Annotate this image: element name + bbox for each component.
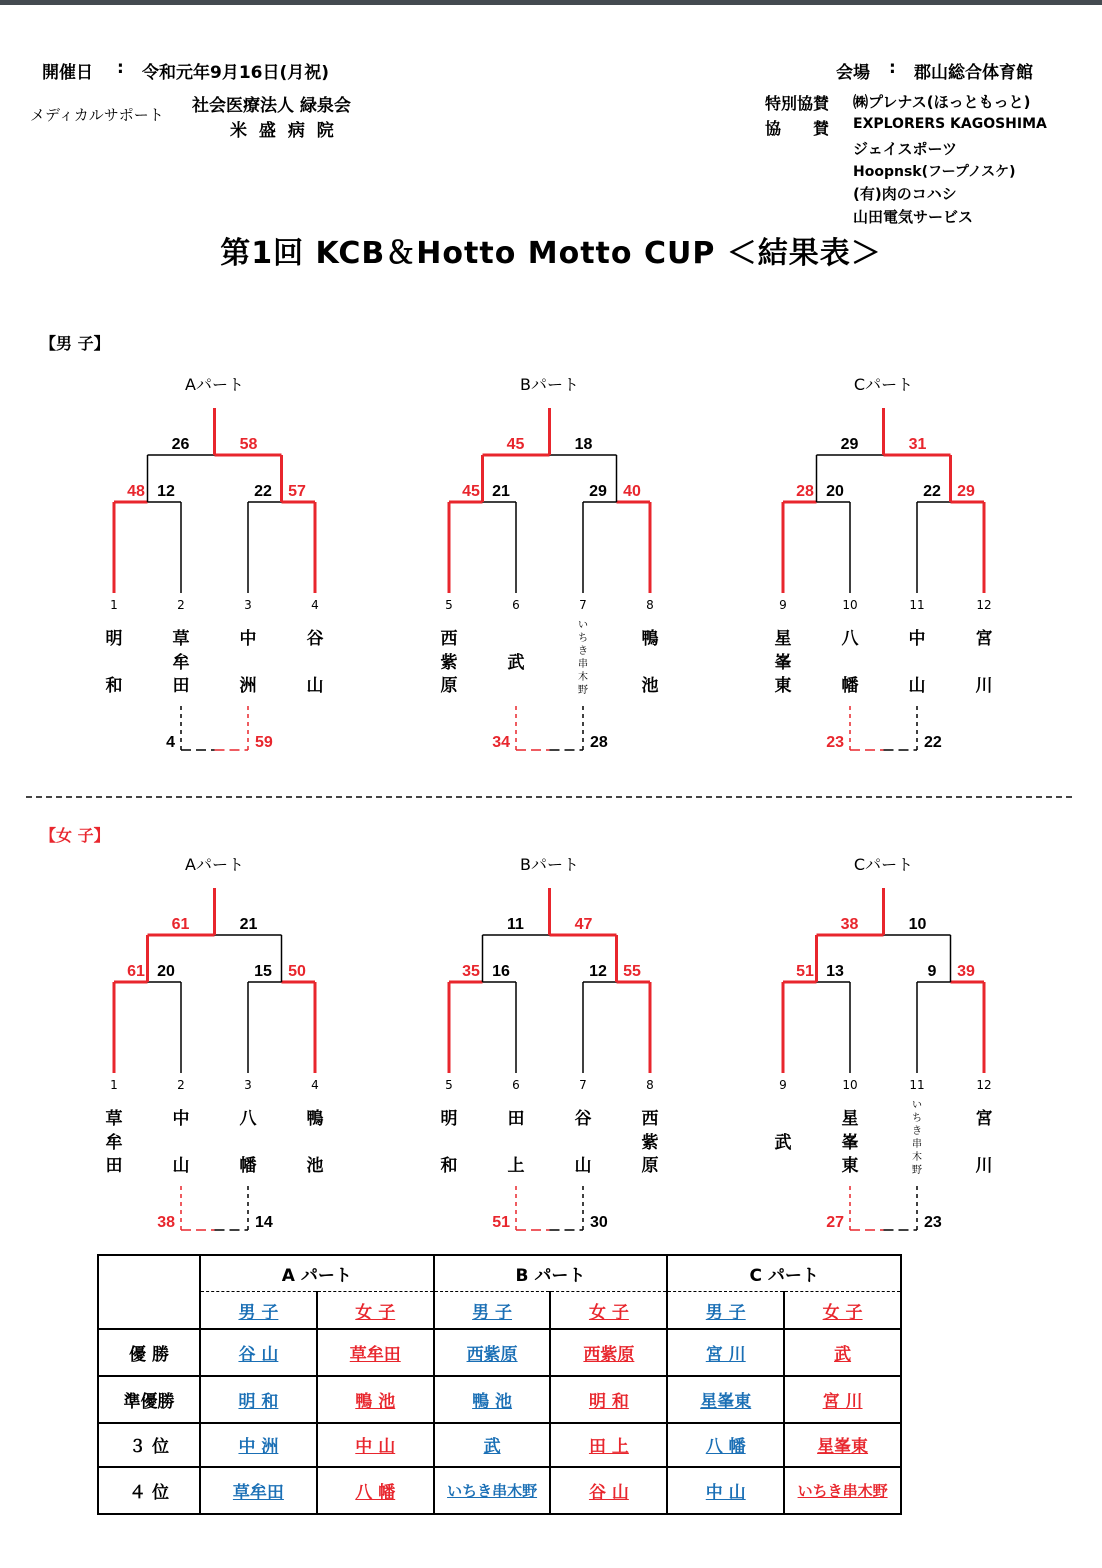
score-label: 47: [574, 916, 593, 933]
part-label: Bパート: [520, 855, 579, 874]
result-cell: 中 山: [705, 1483, 746, 1504]
team-name: 原: [440, 676, 458, 696]
score-label: 21: [492, 483, 510, 500]
medical-name2: 米 盛 病 院: [230, 121, 337, 141]
result-cell: 武: [483, 1437, 501, 1458]
seed-number: 10: [842, 598, 858, 612]
cosponsor-2: ジェイスポーツ: [853, 140, 957, 158]
row-label: ４ 位: [98, 1467, 200, 1514]
team-name: 紫: [440, 653, 458, 673]
team-name: 武: [507, 653, 525, 673]
team-name-vertical: 野: [578, 685, 588, 696]
score-label: 20: [157, 963, 175, 980]
result-cell: いちき串木野: [447, 1482, 538, 1501]
venue-colon: :: [889, 58, 896, 78]
seed-number: 12: [976, 598, 992, 612]
result-cell: 宮 川: [705, 1345, 746, 1365]
score-label: 45: [506, 436, 525, 453]
result-cell: 田 上: [588, 1437, 629, 1458]
seed-number: 3: [244, 1078, 252, 1092]
result-row-fourth: [98, 1467, 901, 1514]
score-label: 29: [840, 436, 859, 453]
team-name-vertical: 串: [578, 659, 588, 670]
score-label: 12: [157, 483, 175, 500]
row-label: ３ 位: [98, 1423, 200, 1468]
result-cell: 谷 山: [588, 1483, 629, 1504]
score-label: 50: [288, 963, 306, 980]
score-label: 45: [462, 483, 480, 500]
score-label: 39: [957, 963, 975, 980]
score-label: 20: [826, 483, 844, 500]
seed-number: 12: [976, 1078, 992, 1092]
score-label: 22: [924, 734, 942, 751]
girls-section-label: 【女 子】: [40, 826, 110, 845]
team-name-vertical: い: [912, 1100, 922, 1111]
result-cell: 鴨 池: [355, 1391, 396, 1412]
team-name: 和: [105, 676, 123, 696]
result-cell: 星峯東: [817, 1437, 869, 1458]
result-cell: 明 和: [238, 1391, 279, 1412]
score-label: 31: [908, 436, 927, 453]
team-name: 武: [774, 1133, 792, 1153]
team-name: 牟: [172, 653, 190, 673]
team-name: 東: [774, 676, 792, 696]
score-label: 13: [826, 963, 844, 980]
results-table: [97, 1254, 902, 1515]
score-label: 10: [908, 916, 927, 933]
part-header-a: A パート: [200, 1255, 434, 1292]
seed-number: 7: [579, 1078, 587, 1092]
result-cell: 中 洲: [238, 1437, 279, 1458]
result-cell: 宮 川: [822, 1391, 863, 1412]
result-cell: 鴨 池: [472, 1391, 513, 1412]
cosponsor-3: Hoopnsk(フープノスケ): [853, 164, 1016, 180]
team-name: 和: [440, 1156, 458, 1176]
team-name: 田: [105, 1156, 123, 1176]
result-cell: いちき串木野: [797, 1482, 888, 1501]
seed-number: 4: [311, 1078, 319, 1092]
team-name: 山: [172, 1156, 190, 1176]
team-name: 幡: [239, 1156, 257, 1176]
part-label: Cパート: [853, 375, 914, 394]
cosponsor-1: EXPLORERS KAGOSHIMA: [853, 116, 1047, 132]
gender-header-a-girls: 女 子: [355, 1302, 396, 1323]
team-name-vertical: き: [912, 1126, 922, 1137]
score-label: 9: [927, 963, 937, 980]
team-name: 幡: [841, 676, 859, 696]
score-label: 59: [255, 734, 273, 751]
score-label: 38: [157, 1214, 175, 1231]
team-name: 田: [172, 676, 190, 696]
result-cell: 草牟田: [232, 1483, 284, 1504]
team-name: 谷: [306, 629, 324, 649]
table-corner: [98, 1255, 200, 1329]
team-name-vertical: き: [578, 646, 588, 657]
team-name: 草: [105, 1109, 123, 1129]
team-name: 峯: [774, 653, 792, 673]
team-name: 山: [908, 676, 926, 696]
date-value: 令和元年9月16日(月祝): [142, 63, 330, 83]
team-name-vertical: 野: [912, 1165, 922, 1176]
seed-number: 9: [779, 1078, 787, 1092]
result-cell: 明 和: [588, 1391, 629, 1412]
score-label: 27: [826, 1214, 844, 1231]
score-label: 18: [574, 436, 593, 453]
score-label: 38: [840, 916, 859, 933]
seed-number: 1: [110, 1078, 118, 1092]
team-name-vertical: 串: [912, 1139, 922, 1150]
team-name: 明: [105, 629, 123, 649]
team-name: 池: [306, 1156, 324, 1176]
team-name: 西: [641, 1109, 659, 1129]
seed-number: 6: [512, 598, 520, 612]
part-label: Aパート: [185, 855, 244, 874]
gender-header-c-boys: 男 子: [705, 1302, 746, 1323]
score-label: 26: [171, 436, 190, 453]
score-label: 35: [462, 963, 480, 980]
score-label: 29: [957, 483, 975, 500]
team-name: 東: [841, 1156, 859, 1176]
team-name: 谷: [574, 1109, 592, 1129]
score-label: 12: [589, 963, 607, 980]
venue-label: 会場: [836, 63, 870, 83]
seed-number: 3: [244, 598, 252, 612]
team-name: 山: [574, 1156, 592, 1176]
seed-number: 5: [445, 1078, 453, 1092]
gender-header-c-girls: 女 子: [822, 1302, 863, 1323]
team-name: 池: [641, 676, 659, 696]
score-label: 57: [288, 483, 306, 500]
team-name-vertical: ち: [912, 1113, 922, 1124]
team-name: 草: [172, 629, 190, 649]
medical-name1: 社会医療法人 緑泉会: [192, 96, 351, 116]
cosponsor-label: 協 賛: [765, 119, 830, 138]
page-title: 第1回 KCB＆Hotto Motto CUP ＜結果表＞: [220, 236, 882, 271]
medical-label: メディカルサポート: [30, 106, 164, 124]
date-label: 開催日: [42, 63, 93, 83]
score-label: 21: [239, 916, 258, 933]
team-name: 八: [841, 629, 859, 649]
team-name: 中: [908, 629, 926, 649]
team-name: 鴨: [306, 1109, 324, 1129]
seed-number: 2: [177, 598, 185, 612]
team-name: 川: [975, 1156, 993, 1176]
result-cell: 武: [834, 1345, 852, 1365]
score-label: 51: [796, 963, 814, 980]
score-label: 23: [826, 734, 844, 751]
result-row-runner-up: [98, 1376, 901, 1423]
team-name: 宮: [975, 629, 993, 649]
score-label: 28: [590, 734, 608, 751]
team-name-vertical: 木: [578, 672, 588, 683]
team-name-vertical: 木: [912, 1152, 922, 1163]
sponsor-label: 特別協賛: [765, 94, 830, 113]
team-name: 原: [641, 1156, 659, 1176]
team-name: 洲: [239, 676, 257, 696]
score-label: 40: [623, 483, 641, 500]
score-label: 4: [166, 734, 175, 751]
result-row-third: [98, 1423, 901, 1468]
score-label: 28: [796, 483, 814, 500]
result-cell: 八 幡: [705, 1437, 746, 1458]
boys-section-label: 【男 子】: [40, 334, 110, 353]
sponsor-value: ㈱プレナス(ほっともっと): [853, 93, 1031, 111]
gender-header-b-boys: 男 子: [472, 1302, 513, 1323]
team-name: 田: [507, 1109, 525, 1129]
gender-header-a-boys: 男 子: [238, 1302, 279, 1323]
row-label: 準優勝: [98, 1376, 200, 1423]
score-label: 61: [171, 916, 190, 933]
score-label: 15: [254, 963, 272, 980]
seed-number: 8: [646, 1078, 654, 1092]
seed-number: 10: [842, 1078, 858, 1092]
part-label: Bパート: [520, 375, 579, 394]
team-name: 宮: [975, 1109, 993, 1129]
result-row-champion: [98, 1329, 901, 1376]
seed-number: 7: [579, 598, 587, 612]
score-label: 29: [589, 483, 607, 500]
seed-number: 1: [110, 598, 118, 612]
seed-number: 11: [909, 598, 925, 612]
date-colon: :: [117, 58, 124, 78]
score-label: 48: [127, 483, 145, 500]
gender-header-b-girls: 女 子: [588, 1302, 629, 1323]
seed-number: 9: [779, 598, 787, 612]
score-label: 51: [492, 1214, 510, 1231]
result-cell: 八 幡: [355, 1483, 396, 1504]
result-cell: 星峯東: [700, 1391, 752, 1412]
score-label: 22: [923, 483, 941, 500]
seed-number: 6: [512, 1078, 520, 1092]
score-label: 22: [254, 483, 272, 500]
seed-number: 5: [445, 598, 453, 612]
team-name: 鴨: [641, 629, 659, 649]
venue-value: 郡山総合体育館: [914, 63, 1033, 83]
score-label: 34: [492, 734, 510, 751]
cosponsor-4: (有)肉のコハシ: [853, 185, 957, 203]
part-header-c: C パート: [667, 1255, 901, 1292]
score-label: 55: [623, 963, 641, 980]
result-cell: 西紫原: [583, 1345, 635, 1365]
team-name: 山: [306, 676, 324, 696]
seed-number: 2: [177, 1078, 185, 1092]
cosponsor-5: 山田電気サービス: [853, 208, 974, 226]
row-label: 優 勝: [98, 1329, 200, 1376]
team-name: 星: [774, 629, 792, 649]
team-name: 峯: [841, 1133, 859, 1153]
team-name: 八: [239, 1109, 257, 1129]
team-name-vertical: い: [578, 620, 588, 631]
result-cell: 草牟田: [349, 1345, 401, 1365]
score-label: 11: [507, 916, 524, 933]
score-label: 14: [255, 1214, 273, 1231]
seed-number: 11: [909, 1078, 925, 1092]
team-name-vertical: ち: [578, 633, 588, 644]
score-label: 30: [590, 1214, 608, 1231]
team-name: 紫: [641, 1133, 659, 1153]
part-label: Cパート: [853, 855, 914, 874]
score-label: 61: [127, 963, 145, 980]
team-name: 川: [975, 676, 993, 696]
score-label: 58: [239, 436, 258, 453]
team-name: 上: [507, 1156, 525, 1176]
result-cell: 西紫原: [466, 1345, 518, 1365]
part-header-b: B パート: [434, 1255, 668, 1292]
team-name: 中: [172, 1109, 190, 1129]
seed-number: 4: [311, 598, 319, 612]
score-label: 16: [492, 963, 510, 980]
part-label: Aパート: [185, 375, 244, 394]
seed-number: 8: [646, 598, 654, 612]
team-name: 牟: [105, 1133, 123, 1153]
team-name: 西: [440, 629, 458, 649]
result-cell: 中 山: [355, 1437, 396, 1458]
result-cell: 谷 山: [238, 1345, 279, 1365]
team-name: 中: [239, 629, 257, 649]
team-name: 明: [440, 1109, 458, 1129]
team-name: 星: [841, 1109, 859, 1129]
score-label: 23: [924, 1214, 942, 1231]
